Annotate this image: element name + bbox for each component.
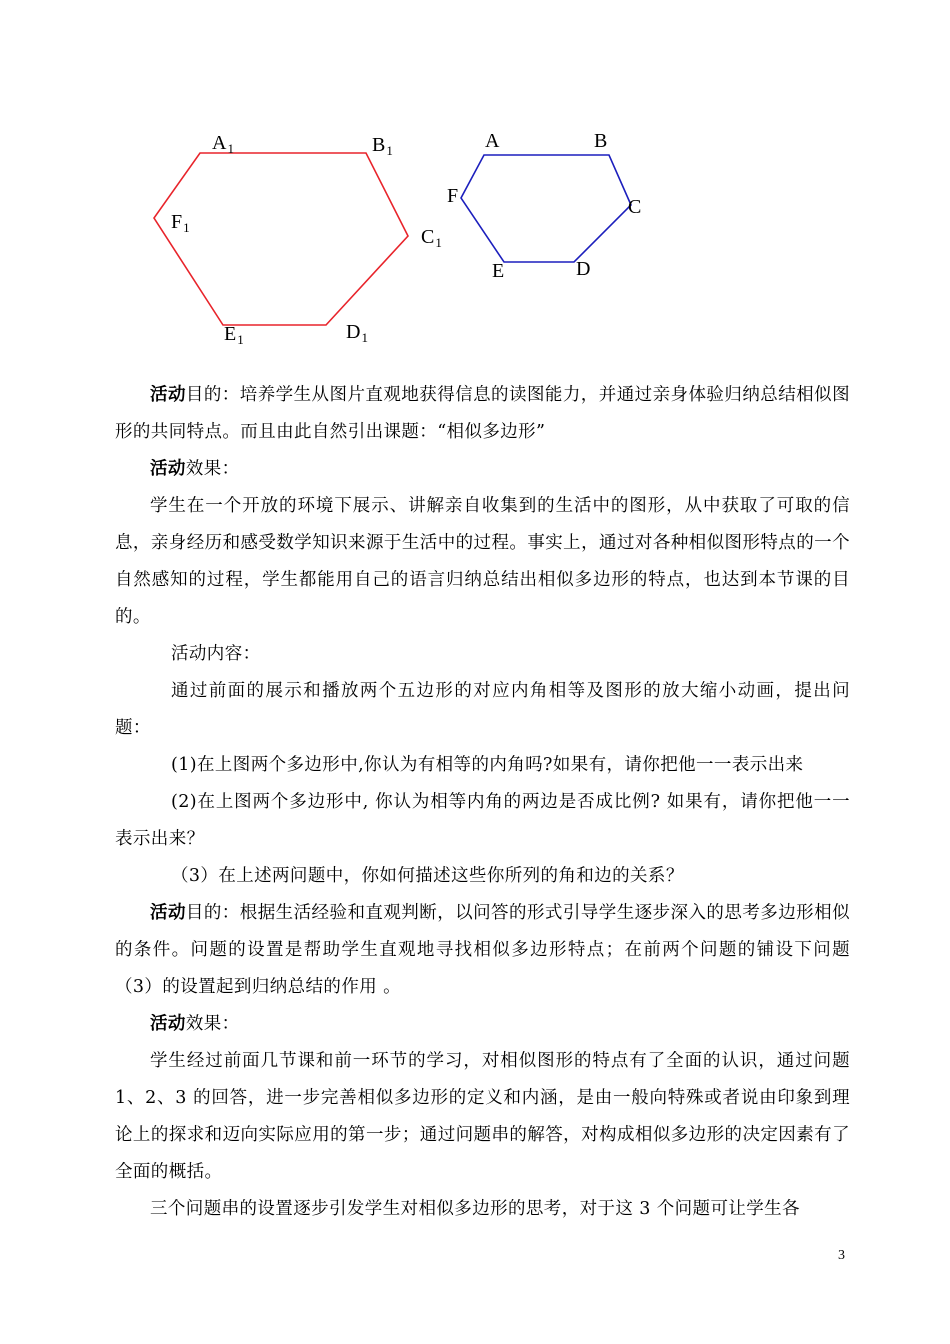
page-number: 3 [838,1248,845,1263]
question-1: (1)在上图两个多边形中,你认为有相等的内角吗?如果有，请你把他一一表示出来 [171,755,804,775]
vertex-label-d1: $D_1$ [346,321,368,345]
vertex-label-c1: $C_1$ [421,226,442,250]
vertex-label-e: E [492,260,505,282]
paragraph-purpose-2: 活动目的：根据生活经验和直观判断，以问答的形式引导学生逐步深入的思考多边形相似的条件。问题的设置是帮助学生直观地寻找相似多边形特点；在前两个问题的铺设下问题（3）的设置起到归纳总结的作用 。 [115,903,850,997]
paragraph-effect-heading-2: 活动效果： [150,1014,240,1034]
hexagons-svg [0,0,950,360]
small-hexagon [461,155,631,262]
vertex-label-a: A [485,130,500,152]
vertex-label-c: C [628,196,642,218]
paragraph-content-heading: 活动内容： [171,644,261,664]
vertex-label-e1: $E_1$ [224,323,244,347]
paragraph-effect-2: 学生经过前面几节课和前一环节的学习，对相似图形的特点有了全面的认识，通过问题 1、2、3 的回答，进一步完善相似多边形的定义和内涵，是由一般向特殊或者说由印象到理论上的探求和迈向实际应用的第一步；通过问题串的解答，对构成相似多边形的决定因素有了全面的概括。 [115,1051,850,1182]
question-3: （3）在上述两问题中，你如何描述这些你所列的角和边的关系？ [171,866,684,886]
vertex-label-b: B [594,130,608,152]
vertex-label-a1: $A_1$ [212,132,234,156]
vertex-label-d: D [576,258,591,280]
paragraph-content: 通过前面的展示和播放两个五边形的对应内角相等及图形的放大缩小动画，提出问题： [115,681,850,738]
paragraph-purpose-1: 活动目的：培养学生从图片直观地获得信息的读图能力，并通过亲身体验归纳总结相似图形的共同特点。而且由此自然引出课题：“相似多边形” [115,385,850,442]
paragraph-effect-heading-1: 活动效果： [150,459,240,479]
question-2: (2)在上图两个多边形中, 你认为相等内角的两边是否成比例? 如果有，请你把他一一表示出来？ [115,792,850,849]
large-hexagon [154,153,408,325]
similar-hexagons-figure [0,0,950,360]
body-text [115,377,850,1228]
vertex-label-b1: $B_1$ [372,134,393,158]
vertex-label-f1: $F_1$ [171,211,190,235]
paragraph-effect-1: 学生在一个开放的环境下展示、讲解亲自收集到的生活中的图形，从中获取了可取的信息，亲身经历和感受数学知识来源于生活中的过程。事实上，通过对各种相似图形特点的一个自然感知的过程，学生都能用自己的语言归纳总结出相似多边形的特点，也达到本节课的目的。 [115,496,850,627]
vertex-label-f: F [447,185,459,207]
paragraph-final: 三个问题串的设置逐步引发学生对相似多边形的思考，对于这 3 个问题可让学生各 [150,1199,800,1219]
